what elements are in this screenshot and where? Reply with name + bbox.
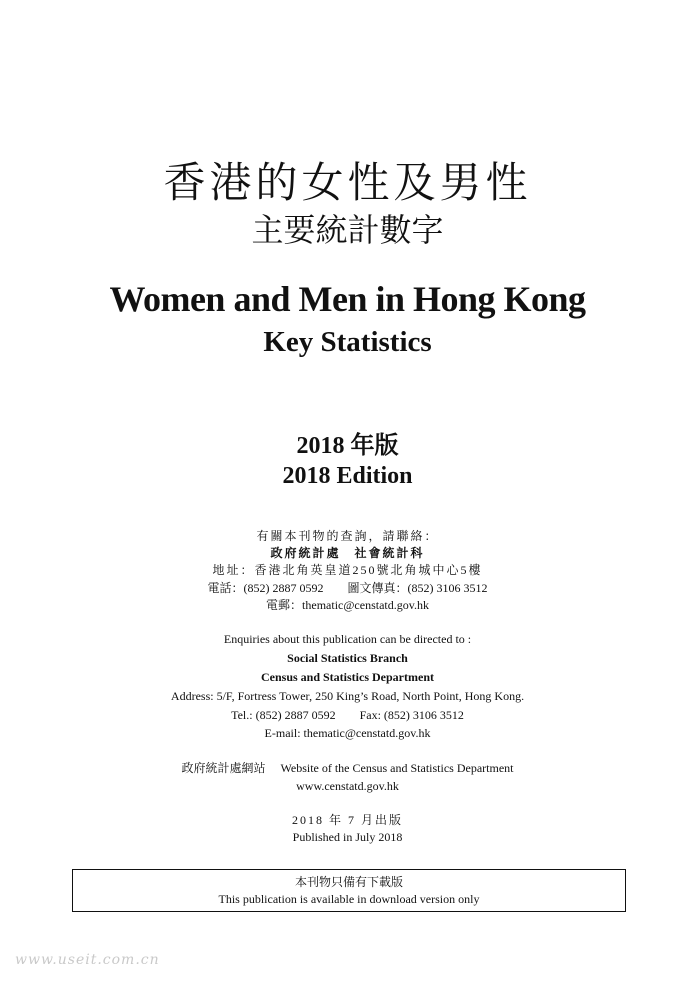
watermark-text: www.useit.com.cn [15, 952, 160, 968]
phone-fax-zh: 電話：(852) 2887 0592 圖文傳真：(852) 3106 3512 [207, 581, 488, 595]
chinese-title: 香港的女性及男性 [163, 158, 532, 207]
edition-chinese: 2018 年版 [296, 433, 399, 459]
website-label: 政府統計處網站 Website of the Census and Statistics Department [181, 761, 514, 775]
published-date-en: Published in July 2018 [292, 830, 403, 844]
download-notice-zh: 本刊物只備有下載版 [294, 875, 403, 889]
enquiry-intro-zh: 有關本刊物的查詢，請聯絡： [256, 529, 439, 543]
english-title: Women and Men in Hong Kong [109, 279, 586, 319]
phone-fax-en: Tel.: (852) 2887 0592 Fax: (852) 3106 3512 [231, 708, 464, 722]
published-date-zh: 2018 年 7 月出版 [291, 813, 403, 827]
branch-name-en: Social Statistics Branch [287, 651, 408, 665]
enquiry-intro-en: Enquiries about this publication can be directed to : [223, 632, 472, 646]
branch-name-zh: 政府統計處 社會統計科 [270, 546, 425, 560]
email-en: E-mail: thematic@censtatd.gov.hk [264, 726, 431, 740]
website-url[interactable]: www.censtatd.gov.hk [296, 779, 399, 793]
download-notice-en: This publication is available in download version only [218, 892, 480, 906]
download-notice-box [72, 869, 626, 912]
chinese-subtitle: 主要統計數字 [251, 211, 444, 249]
department-name-en: Census and Statistics Department [260, 670, 434, 684]
english-subtitle: Key Statistics [263, 326, 432, 358]
edition-english: 2018 Edition [282, 463, 413, 489]
address-en: Address: 5/F, Fortress Tower, 250 King’s Road, North Point, Hong Kong. [170, 689, 525, 703]
address-zh: 地址：香港北角英皇道250號北角城中心5樓 [212, 563, 483, 577]
email-zh: 電郵：thematic@censtatd.gov.hk [266, 598, 429, 612]
